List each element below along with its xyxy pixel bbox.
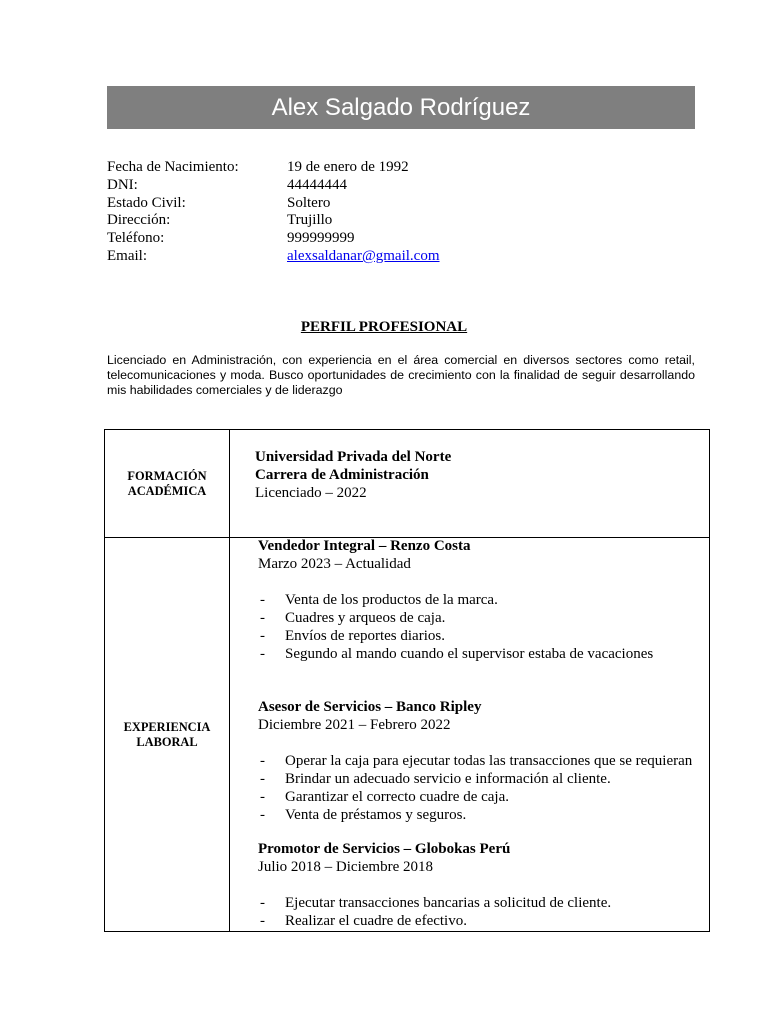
info-label: Fecha de Nacimiento:	[107, 159, 239, 175]
info-row-phone	[107, 230, 707, 248]
personal-info	[107, 159, 707, 266]
email-link[interactable]: alexsaldanar@gmail.com	[287, 247, 440, 264]
job-entry	[258, 538, 653, 663]
job-task: - Operar la caja para ejecutar todas las transacciones que se requieran	[258, 752, 692, 770]
info-value: Soltero	[287, 194, 331, 211]
experience-label	[105, 538, 230, 931]
experience-label-line: LABORAL	[136, 734, 198, 749]
job-period: Marzo 2023 – Actualidad	[258, 555, 411, 572]
job-task: - Ejecutar transacciones bancarias a solicitud de cliente.	[258, 894, 611, 912]
job-task: - Venta de préstamos y seguros.	[258, 806, 692, 824]
profile-summary: Licenciado en Administración, con experiencia en el área comercial en diversos sectores como retail, telecomunicaciones y moda. Busco oportunidades de crecimiento con la finalidad de seguir desarrollando mis habilidades comerciales y de liderazgo	[107, 353, 695, 397]
education-label-line: ACADÉMICA	[127, 483, 207, 498]
education-degree: Licenciado – 2022	[255, 484, 367, 501]
experience-row	[105, 538, 709, 931]
job-task: - Cuadres y arqueos de caja.	[258, 609, 653, 627]
info-row-email	[107, 248, 707, 266]
education-content	[230, 430, 709, 537]
info-label: Teléfono:	[107, 230, 165, 247]
education-entry	[255, 449, 451, 502]
info-value: Trujillo	[287, 212, 333, 229]
job-title: Asesor de Servicios – Banco Ripley	[258, 699, 482, 715]
job-task-list	[258, 591, 653, 663]
job-entry	[258, 841, 611, 930]
cv-table	[104, 429, 710, 932]
candidate-name: Alex Salgado Rodríguez	[271, 94, 531, 121]
job-task: - Segundo al mando cuando el supervisor estaba de vacaciones	[258, 645, 653, 663]
info-value: 44444444	[287, 176, 347, 193]
education-institution: Universidad Privada del Norte	[255, 449, 452, 465]
job-period: Diciembre 2021 – Febrero 2022	[258, 716, 451, 733]
info-row-dni	[107, 177, 707, 195]
info-row-civil-status	[107, 195, 707, 213]
job-entry	[258, 699, 692, 824]
info-value: 19 de enero de 1992	[287, 159, 409, 175]
info-row-birthdate	[107, 159, 707, 177]
job-task: - Venta de los productos de la marca.	[258, 591, 653, 609]
info-value: 999999999	[287, 230, 355, 247]
job-task: - Envíos de reportes diarios.	[258, 627, 653, 645]
education-program: Carrera de Administración	[255, 466, 429, 483]
info-row-address	[107, 212, 707, 230]
job-task: - Realizar el cuadre de efectivo.	[258, 912, 611, 930]
info-label: Email:	[107, 247, 147, 264]
job-task-list	[258, 752, 692, 824]
job-title: Promotor de Servicios – Globokas Perú	[258, 841, 511, 857]
info-label: DNI:	[107, 176, 138, 193]
education-label-line: FORMACIÓN	[127, 469, 207, 483]
education-row	[105, 430, 709, 538]
name-banner	[107, 86, 695, 129]
job-task: - Brindar un adecuado servicio e información al cliente.	[258, 770, 692, 788]
job-task-list	[258, 894, 611, 930]
info-label: Estado Civil:	[107, 194, 186, 211]
experience-label-line: EXPERIENCIA	[123, 720, 211, 734]
experience-content	[230, 538, 709, 931]
job-period: Julio 2018 – Diciembre 2018	[258, 858, 433, 875]
education-label	[105, 430, 230, 537]
job-title: Vendedor Integral – Renzo Costa	[258, 538, 471, 554]
profile-heading: PERFIL PROFESIONAL	[300, 319, 468, 335]
info-label: Dirección:	[107, 212, 171, 229]
job-task: - Garantizar el correcto cuadre de caja.	[258, 788, 692, 806]
